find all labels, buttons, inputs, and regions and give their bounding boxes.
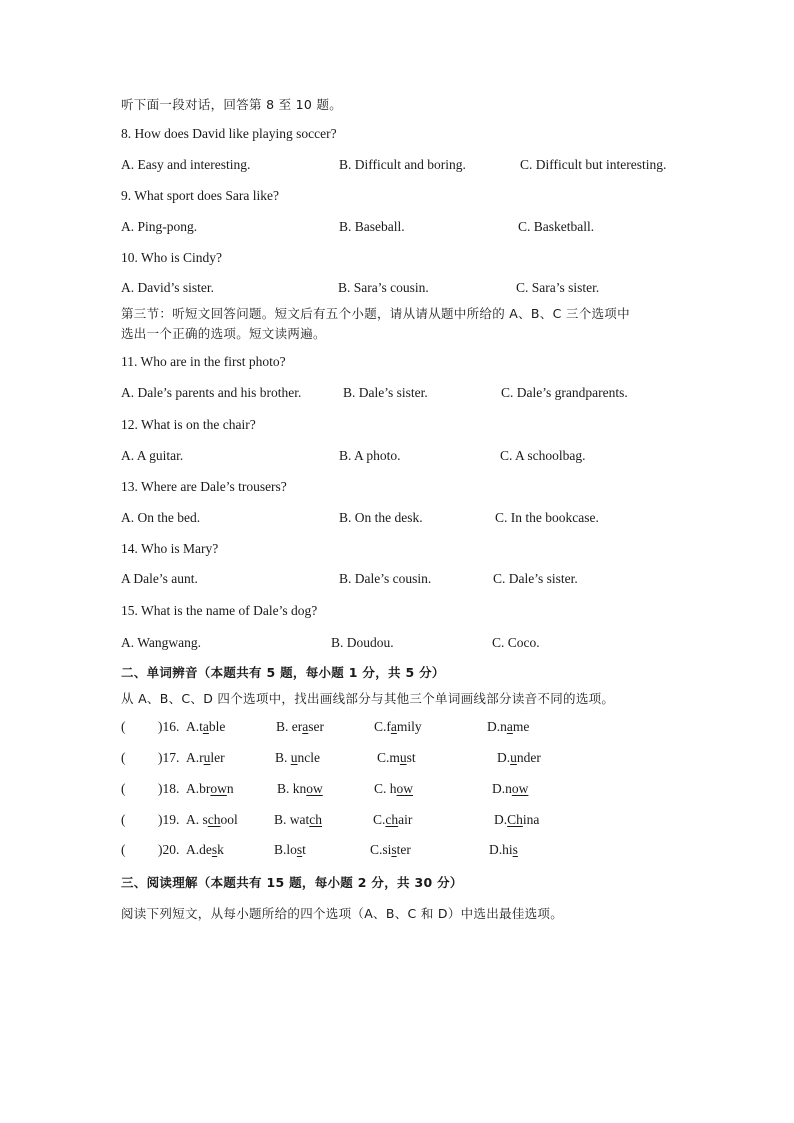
- q9-option-c: C. Basketball.: [518, 219, 595, 234]
- answer-paren-open: (: [121, 842, 126, 857]
- section3-instruction-line1: 第三节：听短文回答问题。短文后有五个小题，请从请从题中所给的 A、B、C 三个选项中: [121, 306, 630, 321]
- part3-instruction: 阅读下列短文，从每小题所给的四个选项（A、B、C 和 D）中选出最佳选项。: [121, 906, 564, 921]
- question-number: )17.: [158, 750, 180, 765]
- part3-heading: 三、阅读理解（本题共有 15 题，每小题 2 分，共 30 分）: [121, 875, 463, 890]
- phonics-19-option-a: A. school: [186, 812, 238, 827]
- phonics-19-option-c: C.chair: [373, 812, 413, 827]
- q10-option-b: B. Sara’s cousin.: [338, 280, 429, 295]
- phonics-18-option-a: A.brown: [186, 781, 234, 796]
- question-number: )19.: [158, 812, 180, 827]
- q9-option-b: B. Baseball.: [339, 219, 405, 234]
- question-8: 8. How does David like playing soccer?: [121, 126, 337, 141]
- q14-option-c: C. Dale’s sister.: [493, 571, 578, 586]
- question-14: 14. Who is Mary?: [121, 541, 219, 556]
- answer-paren-open: (: [121, 719, 126, 734]
- q11-option-b: B. Dale’s sister.: [343, 385, 428, 400]
- q8-option-c: C. Difficult but interesting.: [520, 157, 667, 172]
- phonics-16-option-a: A.table: [186, 719, 226, 734]
- phonics-17-option-b: B. uncle: [275, 750, 321, 765]
- question-10: 10. Who is Cindy?: [121, 250, 222, 265]
- q12-option-b: B. A photo.: [339, 448, 401, 463]
- section3-instruction-line2: 选出一个正确的选项。短文读两遍。: [121, 326, 326, 341]
- phonics-16-option-b: B. eraser: [276, 719, 324, 734]
- q14-option-b: B. Dale’s cousin.: [339, 571, 432, 586]
- phonics-16-option-d: D.name: [487, 719, 530, 734]
- q15-option-b: B. Doudou.: [331, 635, 394, 650]
- phonics-17-option-c: C.must: [377, 750, 416, 765]
- phonics-16-option-c: C.family: [374, 719, 422, 734]
- phonics-18-option-d: D.now: [492, 781, 529, 796]
- q12-option-a: A. A guitar.: [121, 448, 184, 463]
- phonics-20-option-c: C.sister: [370, 842, 411, 857]
- q15-option-a: A. Wangwang.: [121, 635, 202, 650]
- answer-paren-open: (: [121, 750, 126, 765]
- q12-option-c: C. A schoolbag.: [500, 448, 586, 463]
- phonics-19-option-b: B. watch: [274, 812, 322, 827]
- part2-instruction: 从 A、B、C、D 四个选项中，找出画线部分与其他三个单词画线部分读音不同的选项。: [121, 691, 615, 706]
- q14-option-a: A Dale’s aunt.: [121, 571, 198, 586]
- q13-option-b: B. On the desk.: [339, 510, 423, 525]
- question-13: 13. Where are Dale’s trousers?: [121, 479, 287, 494]
- phonics-19-option-d: D.China: [494, 812, 540, 827]
- answer-paren-open: (: [121, 781, 126, 796]
- phonics-17-option-d: D.under: [497, 750, 541, 765]
- q10-option-c: C. Sara’s sister.: [516, 280, 600, 295]
- phonics-20-option-d: D.his: [489, 842, 518, 857]
- q9-option-a: A. Ping-pong.: [121, 219, 198, 234]
- question-number: )18.: [158, 781, 180, 796]
- question-11: 11. Who are in the first photo?: [121, 354, 286, 369]
- question-number: )16.: [158, 719, 180, 734]
- q8-option-a: A. Easy and interesting.: [121, 157, 251, 172]
- q11-option-a: A. Dale’s parents and his brother.: [121, 385, 302, 400]
- part2-heading: 二、单词辨音（本题共有 5 题，每小题 1 分，共 5 分）: [121, 665, 445, 680]
- q11-option-c: C. Dale’s grandparents.: [501, 385, 628, 400]
- q10-option-a: A. David’s sister.: [121, 280, 214, 295]
- q15-option-c: C. Coco.: [492, 635, 540, 650]
- phonics-18-option-c: C. how: [374, 781, 414, 796]
- question-9: 9. What sport does Sara like?: [121, 188, 279, 203]
- answer-paren-open: (: [121, 812, 126, 827]
- phonics-17-option-a: A.ruler: [186, 750, 225, 765]
- phonics-18-option-b: B. know: [277, 781, 323, 796]
- q8-option-b: B. Difficult and boring.: [339, 157, 466, 172]
- q13-option-c: C. In the bookcase.: [495, 510, 599, 525]
- question-15: 15. What is the name of Dale’s dog?: [121, 603, 318, 618]
- intro-8-10: 听下面一段对话，回答第 8 至 10 题。: [121, 97, 343, 112]
- phonics-20-option-a: A.desk: [186, 842, 224, 857]
- phonics-20-option-b: B.lost: [274, 842, 306, 857]
- question-number: )20.: [158, 842, 180, 857]
- q13-option-a: A. On the bed.: [121, 510, 201, 525]
- question-12: 12. What is on the chair?: [121, 417, 256, 432]
